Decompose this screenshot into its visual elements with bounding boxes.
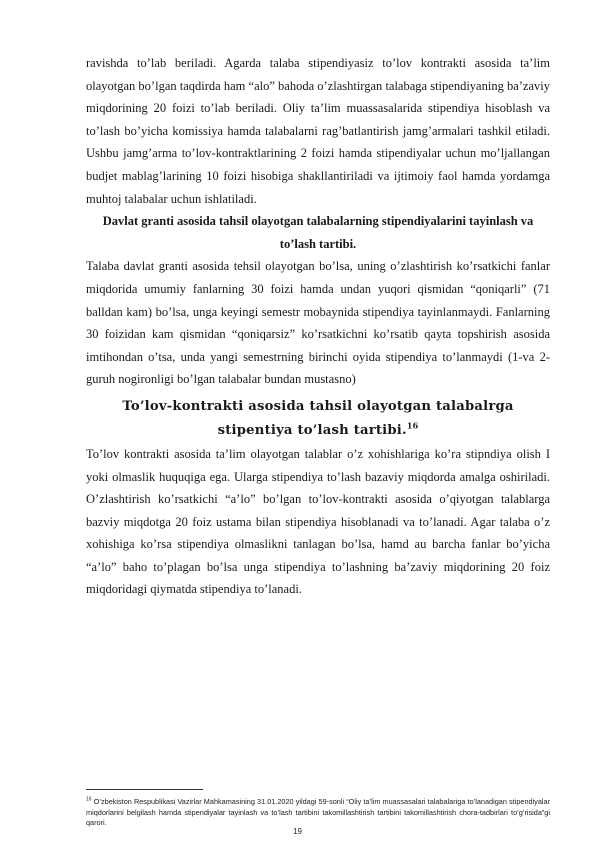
footnote-text: O’zbekiston Respublikasi Vazirlar Mahkamasining 31.01.2020 yildagi 59-sonli “Oliy ta’lim muassasalari talabalariga to’lanadigan stipendiyalar miqdorlarini belgilash hamda stipendiyalar tayinlash va to’lash tartibini takomillashtirish tartibini takomillashtirish chora-tadbirlari to’g’risida”gi qarori. (86, 797, 550, 828)
section-heading-state-grant: Davlat granti asosida tahsil olayotgan talabalarning stipendiyalarini tayinlash va to’lash tartibi. (102, 214, 534, 251)
footnote-reference: 16 (406, 420, 419, 431)
footnote-separator (86, 789, 203, 790)
paragraph-contract-stipend: To’lov kontrakti asosida ta’lim olayotgan talablar o’z xohishlariga ko’ra stipndiya olish I yoki olmaslik huquqiga ega. Ularga stipendiya to’lash bazaviy miqdorda amalga oshiriladi. O’zlashtirish ko’rsatkichi “a’lo” bo’lgan to’lov-kontrakti asosida o’qiyotgan talablarga bazviy miqdotga 20 foiz ustama bilan stipendiya hisoblanadi va to’lanadi. Agar talaba o’z xohishiga ko’rsa stipendiya olmaslikni tanlagan bo’lsa, hamd au barcha fanlar bo’yicha “a’lo” baho to’plagan bo’lsa unga stipendiya to’lashning ba’zaviy miqdorining 20 foiz miqdoridagi qiymatda stipendiya to’lanadi. (86, 446, 550, 597)
footnote-marker: 16 (86, 796, 92, 803)
page-number: 19 (293, 827, 302, 836)
paragraph-stipend-contract: ravishda to’lab beriladi. Agarda talaba stipendiyasiz to’lov kontrakti asosida ta’lim olayotgan bo’lgan taqdirda ham “alo” bahoda o’zlashtirgan talabaga stipendiyaning ba’zaviy miqdorining 20 foizi to’lab beriladi. Oliy ta’lim muassasalarida stipendiya hisoblash va to’lash bo’yicha komissiya hamda talabalarni rag’batlantirish jamg’armalari tashkil etiladi. Ushbu jamg’arma to’lov-kontraktlarining 2 foizi hamda stipendiyalar uchun mo’ljallangan budjet mablag’larining 10 foizi hisobiga shakllantiriladi va ijtimoiy faol hamda yordamga muhtoj talabalar uchun ishlatiladi. (86, 56, 550, 206)
document-body (86, 52, 550, 601)
paragraph-state-grant: Talaba davlat granti asosida tehsil olayotgan bo’lsa, uning o’zlashtirish ko’rsatkichi fanlar miqdorida umumiy fanlarning 30 foizi hamda undan yuqori qismidan “qoniqarli” (71 balldan kam) bo’lsa, unga keyingi semestr mobaynida stipendiya tayinlanmaydi. Fanlarning 30 foizidan kam qismidan “qoniqarsiz” ko’rsatkichni ko’rsatib qayta topshirish asosida imtihondan o’tsa, unda yangi semestrning birinchi oyida stipendiya to’lanmaydi (1-va 2- guruh nogironligi bo’lgan talabalar bundan mustasno) (86, 259, 550, 387)
section-heading-contract (86, 395, 550, 443)
section-heading-contract-text: To’lov-kontrakti asosida tahsil olayotgan talabalrga stipentiya to’lash tartibi. (122, 398, 514, 438)
footnote (86, 797, 550, 829)
